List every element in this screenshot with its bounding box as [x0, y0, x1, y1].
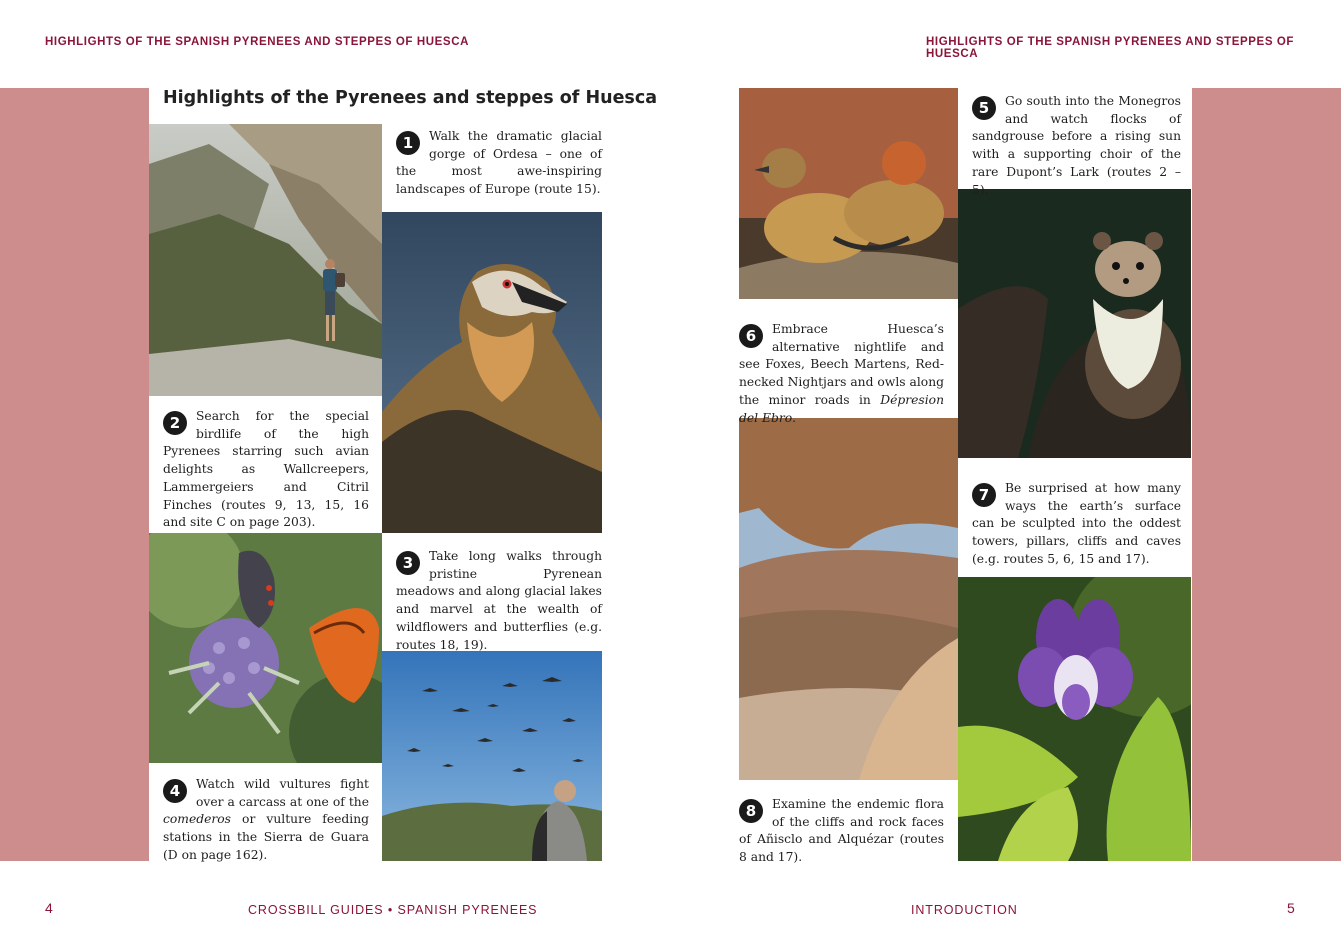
highlight-1-box [382, 124, 602, 212]
highlight-8-box [739, 780, 958, 865]
page-number-left: 4 [45, 900, 53, 916]
highlight-3-text: 3 Take long walks through pristine Pyrenean meadows and along glacial lakes and marvel at the wealth of wildflowers and butterflies (e.g. routes 18, 19). [396, 549, 602, 652]
highlight-4-text: 4 Watch wild vultures fight over a carcass at one of the comederos or vulture feeding stations in the Sierra de Guara (D on page 162). [163, 777, 369, 862]
photo-ordesa-gorge [149, 124, 382, 396]
number-badge-4: 4 [163, 779, 187, 803]
number-badge-7: 7 [972, 483, 996, 507]
photo-butterflies [149, 533, 382, 763]
page-number-right: 5 [1287, 900, 1295, 916]
photo-beech-marten [958, 189, 1191, 458]
highlight-7-text: 7 Be surprised at how many ways the earth’s surface can be sculpted into the oddest towers, pillars, cliffs and caves (e.g. routes 5, 6, 15 and 17). [972, 481, 1181, 566]
number-badge-2: 2 [163, 411, 187, 435]
highlight-3-box [382, 533, 602, 651]
highlight-4-box [149, 763, 382, 861]
highlight-7-box [958, 458, 1191, 577]
running-head-right: HIGHLIGHTS OF THE SPANISH PYRENEES AND STEPPES OF HUESCA [926, 36, 1295, 60]
footer-series-title: CROSSBILL GUIDES • SPANISH PYRENEES [248, 903, 538, 917]
number-badge-3: 3 [396, 551, 420, 575]
running-head-left: HIGHLIGHTS OF THE SPANISH PYRENEES AND STEPPES OF HUESCA [45, 36, 470, 48]
right-margin-band [1192, 88, 1341, 861]
highlight-5-text: 5 Go south into the Monegros and watch flocks of sandgrouse before a rising sun with a supporting choir of the rare Dupont’s Lark (routes 2 – 5). [972, 94, 1181, 197]
photo-rock-cave [739, 418, 958, 780]
photo-lammergeier [382, 212, 602, 533]
highlight-5-box [958, 88, 1191, 197]
photo-vultures [382, 651, 602, 861]
left-margin-band [0, 88, 149, 861]
highlight-1-text: 1 Walk the dramatic glacial gorge of Ordesa – one of the most awe-inspiring landscapes of Europe (route 15). [396, 129, 602, 197]
photo-pinguicula [958, 577, 1191, 861]
photo-sandgrouse [739, 88, 958, 299]
footer-section-title: INTRODUCTION [911, 903, 1018, 917]
highlight-6-box [739, 299, 958, 425]
highlight-8-text: 8 Examine the endemic flora of the cliffs and rock faces of Añisclo and Alquézar (routes 8 and 17). [739, 797, 944, 865]
number-badge-1: 1 [396, 131, 420, 155]
number-badge-6: 6 [739, 324, 763, 348]
number-badge-5: 5 [972, 96, 996, 120]
number-badge-8: 8 [739, 799, 763, 823]
highlight-2-text: 2 Search for the special birdlife of the high Pyrenees starring such avian delights as Wallcreepers, Lammergeiers and Citril Finches (routes 9, 13, 15, 16 and site C on page 203). [163, 409, 369, 530]
page-title: Highlights of the Pyrenees and steppes of Huesca [163, 88, 658, 108]
highlight-6-text: 6 Embrace Huesca’s alternative nightlife and see Foxes, Beech Martens, Red-necked Nightjars and owls along the minor roads in Dépresion del Ebro. [739, 322, 944, 425]
highlight-2-box [149, 396, 382, 533]
